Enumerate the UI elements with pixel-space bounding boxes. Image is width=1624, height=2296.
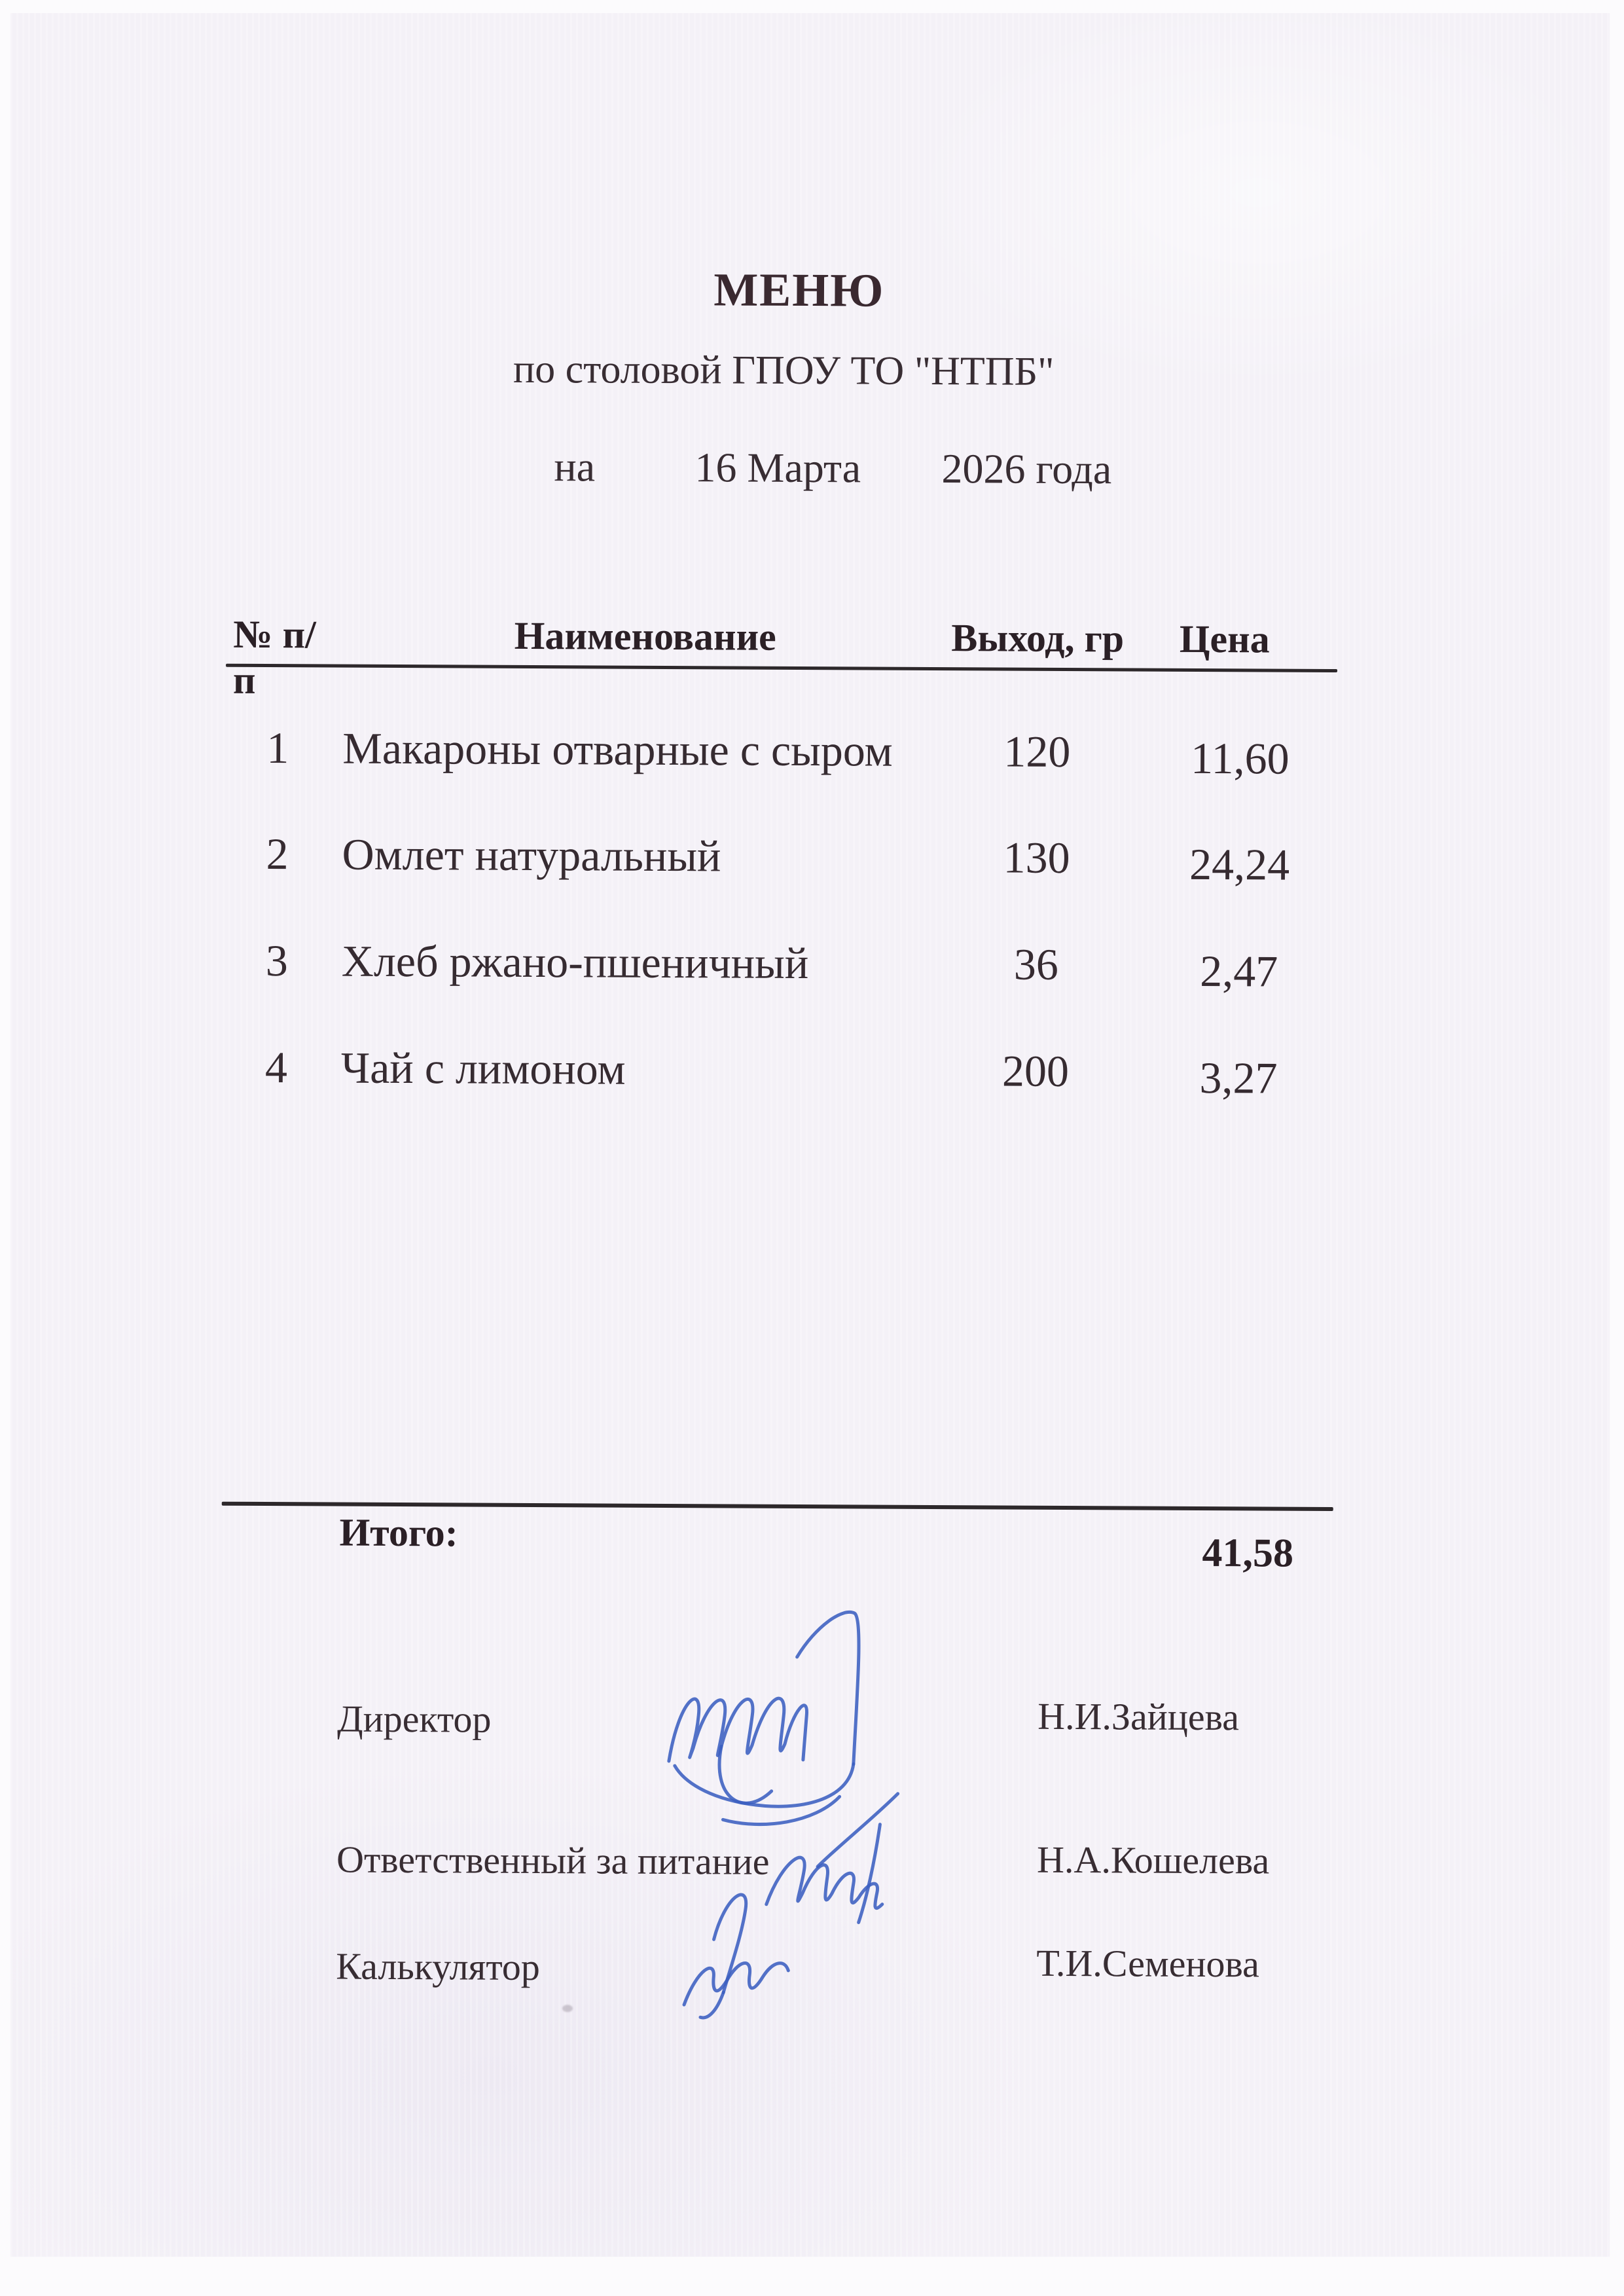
table-header-row	[229, 611, 1335, 702]
calculator-signature-icon	[648, 1870, 825, 2028]
dish-price: 2,47	[1200, 945, 1278, 996]
dish-weight: 130	[1003, 832, 1070, 883]
column-header-price: Цена	[1179, 617, 1270, 661]
row-number: 4	[264, 1042, 288, 1093]
column-header-weight: Выход, гр	[951, 616, 1125, 661]
scan-speck	[562, 2005, 573, 2012]
dish-price: 11,60	[1190, 733, 1290, 784]
dish-weight: 36	[1013, 939, 1059, 989]
row-number: 2	[266, 829, 289, 879]
signature-role-food-officer: Ответственный за питание	[336, 1838, 770, 1883]
total-value: 41,58	[1202, 1531, 1294, 1576]
dish-weight: 200	[1001, 1046, 1070, 1096]
date-prefix: на	[554, 443, 596, 490]
column-header-number: № п/п	[232, 612, 316, 702]
dish-name: Омлет натуральный	[342, 829, 721, 881]
dish-name: Чай с лимоном	[340, 1042, 626, 1094]
signature-role-calculator: Калькулятор	[336, 1944, 541, 1989]
table-row	[228, 934, 1334, 998]
date-value: 16 Марта	[695, 444, 861, 492]
row-number: 1	[266, 723, 289, 773]
signature-name-director: Н.И.Зайцева	[1038, 1694, 1240, 1739]
date-line	[0, 440, 1622, 500]
dish-price: 24,24	[1189, 839, 1290, 890]
table-row	[228, 828, 1334, 892]
dish-name: Макароны отварные с сыром	[342, 723, 893, 776]
signature-role-director: Директор	[337, 1697, 492, 1741]
table-row	[228, 721, 1335, 786]
document-title: МЕНЮ	[713, 263, 885, 317]
table-row	[227, 1041, 1333, 1105]
row-number: 3	[265, 936, 289, 986]
total-label: Итого:	[339, 1510, 458, 1555]
signature-name-food-officer: Н.А.Кошелева	[1036, 1838, 1270, 1882]
signature-name-calculator: Т.И.Семенова	[1036, 1941, 1260, 1986]
dish-name: Хлеб ржано-пшеничный	[341, 936, 809, 989]
column-header-name: Наименование	[514, 613, 776, 659]
date-year: 2026 года	[941, 445, 1112, 493]
dish-price: 3,27	[1199, 1052, 1278, 1103]
dish-weight: 120	[1003, 726, 1071, 777]
document-subtitle: по столовой ГПОУ ТО "НТПБ"	[513, 346, 1055, 394]
